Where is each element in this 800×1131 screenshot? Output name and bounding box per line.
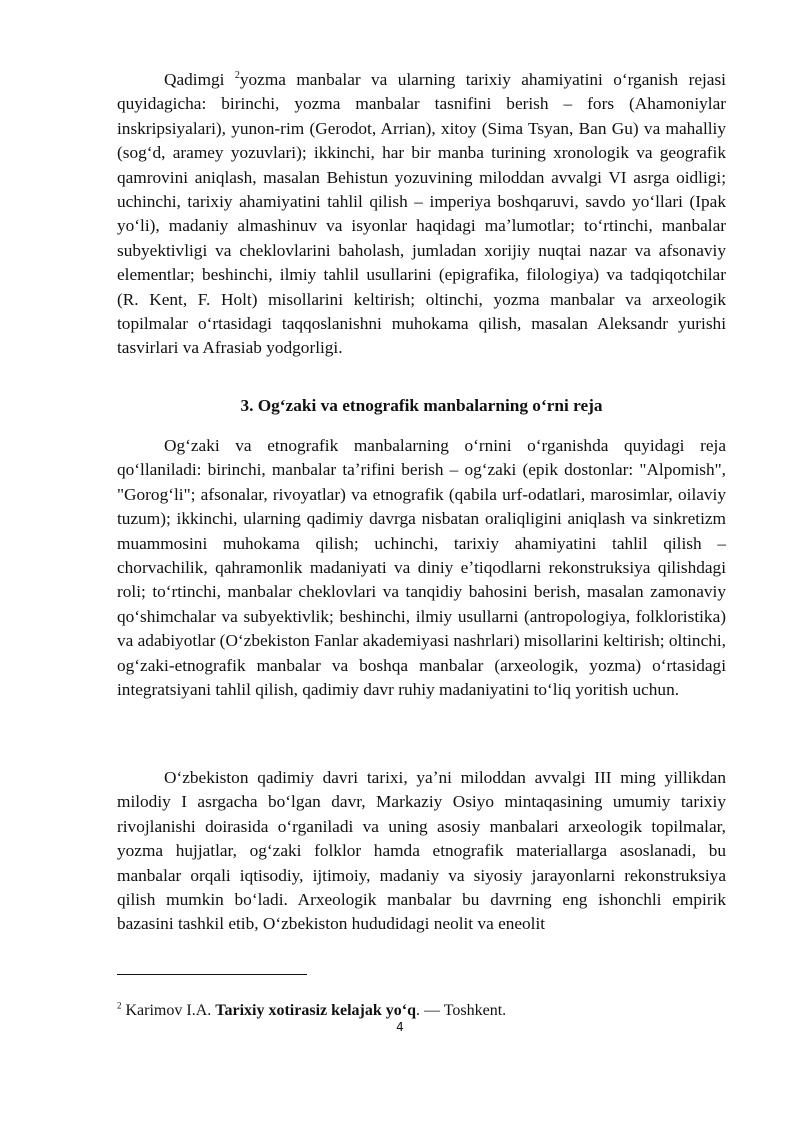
footnote-author: Karimov I.A. — [121, 1002, 216, 1019]
footnote-place: . — Toshkent. — [416, 1002, 507, 1019]
paragraph-written-sources-plan — [117, 68, 726, 361]
footnote-title: Tarixiy xotirasiz kelajak yoʻq — [215, 1002, 417, 1019]
footnote-reference-marker[interactable]: 2 — [234, 70, 240, 82]
paragraph-oral-ethnographic-plan: Ogʻzaki va etnografik manbalarning oʻrnini oʻrganishda quyidagi reja qoʻllaniladi: birinchi, manbalar taʼrifini berish – ogʻzaki (epik dostonlar: "Alpomish", "Gorogʻli"; afsonalar, rivoyatlar) va etnografik (qabila urf-odatlari, marosimlar, oilaviy tuzum); ikkinchi, ularning qadimiy davrga nisbatan oraliqligini aniqlash va sinkretizm muammosini muhokama qilish; uchinchi, tarixiy ahamiyatini tahlil qilish – chorvachilik, qahramonlik madaniyati va diniy eʼtiqodlarni rekonstruksiya qilishdagi roli; toʻrtinchi, manbalar cheklovlari va tanqidiy bahosini berish, masalan zamonaviy qoʻshimchalar va subyektivlik; beshinchi, ilmiy usullarni (antropologiya, folkloristika) va adabiyotlar (Oʻzbekiston Fanlar akademiyasi nashrlari) misollarini keltirish; oltinchi, ogʻzaki-etnografik manbalar va boshqa manbalar (arxeologik, yozma) oʻrtasidagi integratsiyani tahlil qilish, qadimiy davr ruhiy madaniyatini toʻliq yoritish uchun. — [117, 436, 726, 700]
paragraph-ancient-history-overview: Oʻzbekiston qadimiy davri tarixi, yaʼni miloddan avvalgi III ming yillikdan milodiy I asrgacha boʻlgan davr, Markaziy Osiyo mintaqasining umumiy tarixiy rivojlanishi doirasida oʻrganiladi va uning asosiy manbalari arxeologik topilmalar, yozma hujjatlar, ogʻzaki folklor hamda etnografik materiallarga asoslanadi, bu manbalar orqali iqtisodiy, ijtimoiy, madaniy va siyosiy jarayonlarni rekonstruksiya qilish mumkin boʻladi. Arxeologik manbalar bu davrning eng ishonchli empirik bazasini tashkil etib, Oʻzbekiston hududidagi neolit va eneolit — [117, 768, 726, 934]
footnote-marker: 2 — [117, 1000, 122, 1011]
paragraph-body-text: yozma manbalar va ularning tarixiy ahamiyatini oʻrganish rejasi quyidagicha: birinchi, yozma manbalar tasnifini berish – fors (Ahamoniylar inskripsiyalari), yunon-rim (Gerodot, Arrian), xitoy (Sima Tsyan, Ban Gu) va mahalliy (sogʻd, aramey yozuvlari); ikkinchi, har bir manba turining xronologik va geografik qamrovini aniqlash, masalan Behistun yozuvining miloddan avvalgi VI asrga oidligi; uchinchi, tarixiy ahamiyatini tahlil qilish – imperiya boshqaruvi, savdo yoʻllari (Ipak yoʻli), madaniy almashinuv va isyonlar haqidagi maʼlumotlar; toʻrtinchi, manbalar subyektivligi va cheklovlarini baholash, jumladan xorijiy nuqtai nazar va afsonaviy elementlar; beshinchi, ilmiy tahlil usullarini (epigrafika, filologiya) va tadqiqotchilar (R. Kent, F. Holt) misollarini keltirish; oltinchi, yozma manbalar va arxeologik topilmalar oʻrtasidagi taqqoslanishni muhokama qilish, masalan Aleksandr yurishi tasvirlari va Afrasiab yodgorligi. — [117, 70, 726, 358]
page-number: 4 — [396, 1020, 404, 1034]
section-heading: 3. Ogʻzaki va etnografik manbalarning oʻrni reja — [240, 396, 603, 415]
footnote — [117, 1001, 726, 1021]
paragraph-lead-text: Qadimgi — [164, 70, 235, 89]
footnote-separator — [117, 974, 307, 975]
